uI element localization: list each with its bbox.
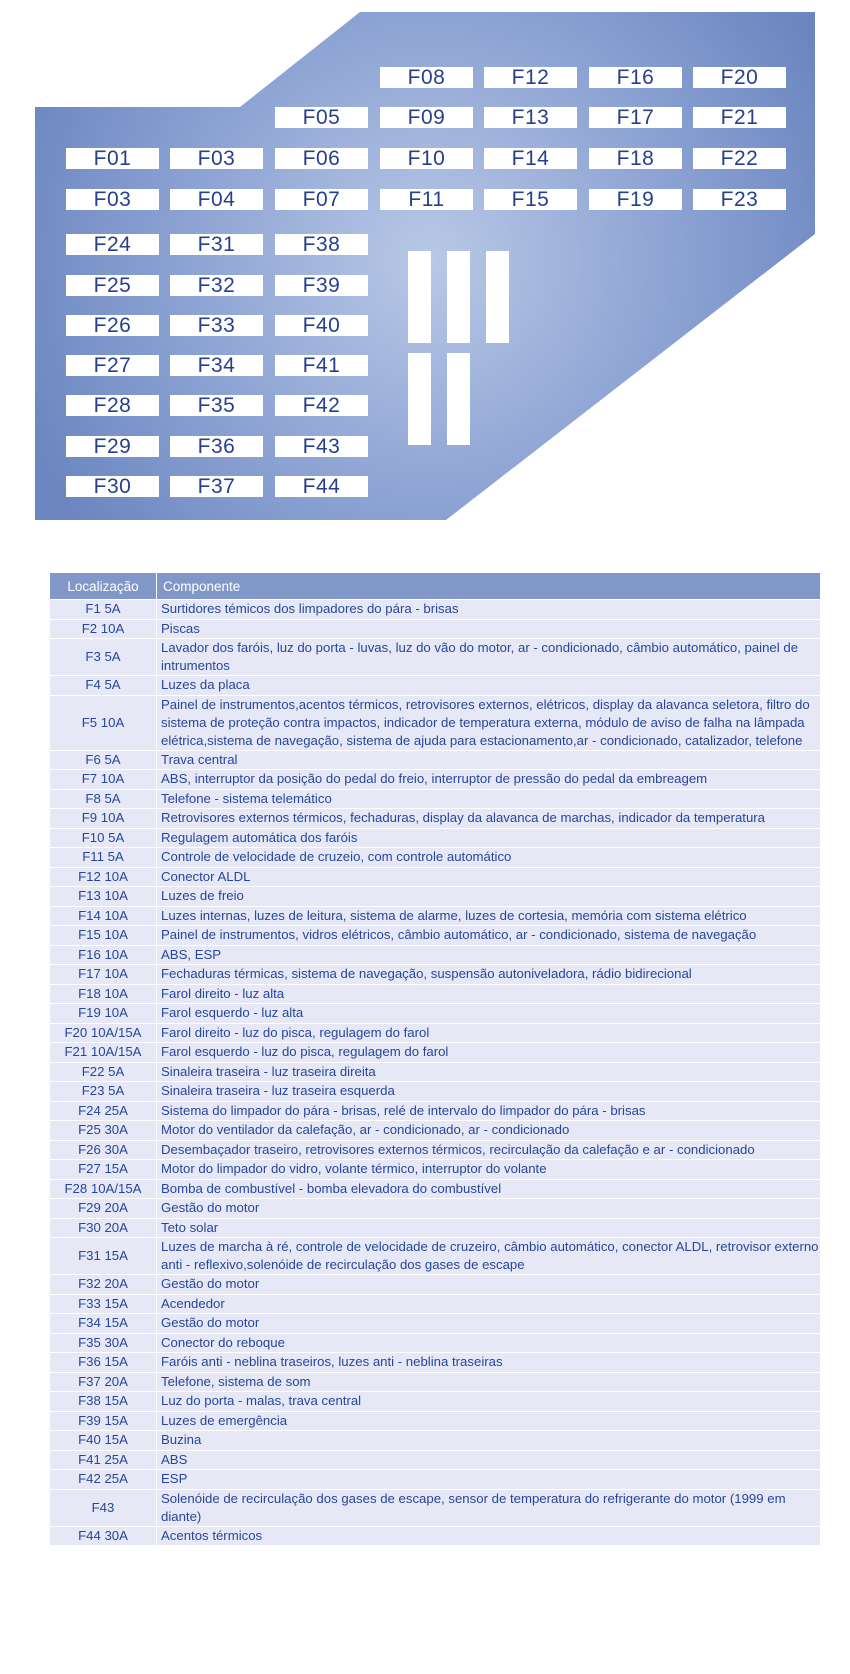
column-header-location: Localização: [50, 573, 157, 599]
table-row: [50, 599, 821, 619]
fuse-component-cell: Gestão do motor: [157, 1274, 821, 1294]
table-row: [50, 1062, 821, 1082]
fuse-label: F15: [484, 189, 577, 210]
table-row: [50, 638, 821, 675]
fuse-component-cell: Painel de instrumentos, vidros elétricos, câmbio automático, ar - condicionado, sistema de navegação: [157, 925, 821, 945]
fuse-location-cell: F12 10A: [50, 867, 157, 887]
fuse-component-cell: Trava central: [157, 750, 821, 770]
fuse-label: F16: [589, 67, 682, 88]
fuse-label: F20: [693, 67, 786, 88]
fuse-label: F32: [170, 275, 263, 296]
table-row: [50, 808, 821, 828]
table-row: [50, 1003, 821, 1023]
table-row: [50, 906, 821, 926]
table-row: [50, 1023, 821, 1043]
fuse-component-cell: Luz do porta - malas, trava central: [157, 1391, 821, 1411]
fuse-label: F23: [693, 189, 786, 210]
table-row: [50, 695, 821, 750]
fuse-location-cell: F19 10A: [50, 1003, 157, 1023]
fuse-component-cell: Teto solar: [157, 1218, 821, 1238]
fuse-component-cell: Luzes da placa: [157, 675, 821, 695]
fuse-component-cell: Sinaleira traseira - luz traseira esquerda: [157, 1081, 821, 1101]
table-row: [50, 1218, 821, 1238]
fuse-component-cell: Desembaçador traseiro, retrovisores externos térmicos, recirculação da calefação e ar - condicionado: [157, 1140, 821, 1160]
fuse-location-cell: F5 10A: [50, 695, 157, 750]
fuse-label: F37: [170, 476, 263, 497]
fuse-location-cell: F30 20A: [50, 1218, 157, 1238]
fuse-label: F28: [66, 395, 159, 416]
fuse-location-cell: F41 25A: [50, 1450, 157, 1470]
table-row: [50, 1411, 821, 1431]
fuse-location-cell: F18 10A: [50, 984, 157, 1004]
table-row: [50, 1450, 821, 1470]
fuse-label: F17: [589, 107, 682, 128]
table-row: [50, 789, 821, 809]
table-row: [50, 945, 821, 965]
table-row: [50, 984, 821, 1004]
fuse-location-cell: F21 10A/15A: [50, 1042, 157, 1062]
table-row: [50, 1333, 821, 1353]
fuse-location-cell: F1 5A: [50, 599, 157, 619]
fuse-label: F29: [66, 436, 159, 457]
table-row: [50, 1198, 821, 1218]
fuse-location-cell: F2 10A: [50, 619, 157, 639]
relay-slot: [408, 251, 431, 343]
fuse-location-cell: F3 5A: [50, 638, 157, 675]
fuse-label: F44: [275, 476, 368, 497]
fuse-label: F18: [589, 148, 682, 169]
fuse-component-cell: ABS: [157, 1450, 821, 1470]
fuse-location-cell: F4 5A: [50, 675, 157, 695]
fuse-location-cell: F32 20A: [50, 1274, 157, 1294]
fuse-label: F06: [275, 148, 368, 169]
fuse-label: F08: [380, 67, 473, 88]
fuse-legend-table: [50, 573, 821, 1545]
table-row: [50, 1294, 821, 1314]
fuse-location-cell: F8 5A: [50, 789, 157, 809]
fuse-component-cell: Acentos térmicos: [157, 1526, 821, 1546]
relay-slot: [408, 353, 431, 445]
fuse-label: F36: [170, 436, 263, 457]
table-row: [50, 1274, 821, 1294]
fuse-label: F24: [66, 234, 159, 255]
table-header-row: [50, 573, 821, 599]
fuse-component-cell: Motor do ventilador da calefação, ar - condicionado, ar - condicionado: [157, 1120, 821, 1140]
fuse-location-cell: F31 15A: [50, 1237, 157, 1274]
fuse-component-cell: Farol direito - luz do pisca, regulagem do farol: [157, 1023, 821, 1043]
fuse-component-cell: Luzes internas, luzes de leitura, sistema de alarme, luzes de cortesia, memória com sistema elétrico: [157, 906, 821, 926]
fuse-location-cell: F42 25A: [50, 1469, 157, 1489]
table-row: [50, 1372, 821, 1392]
fuse-label: F39: [275, 275, 368, 296]
fuse-location-cell: F37 20A: [50, 1372, 157, 1392]
fuse-label: F05: [275, 107, 368, 128]
relay-slot: [447, 251, 470, 343]
fuse-location-cell: F13 10A: [50, 886, 157, 906]
fuse-label: F34: [170, 355, 263, 376]
table-row: [50, 1489, 821, 1526]
fuse-component-cell: Gestão do motor: [157, 1313, 821, 1333]
fuse-label: F22: [693, 148, 786, 169]
fuse-location-cell: F43: [50, 1489, 157, 1526]
table-row: [50, 847, 821, 867]
fuse-component-cell: ESP: [157, 1469, 821, 1489]
table-row: [50, 1042, 821, 1062]
fuse-location-cell: F27 15A: [50, 1159, 157, 1179]
fuse-location-cell: F38 15A: [50, 1391, 157, 1411]
fuse-component-cell: Controle de velocidade de cruzeio, com controle automático: [157, 847, 821, 867]
fuse-component-cell: Fechaduras térmicas, sistema de navegação, suspensão autoniveladora, rádio bidirecional: [157, 964, 821, 984]
fuse-component-cell: Piscas: [157, 619, 821, 639]
table-row: [50, 1140, 821, 1160]
fuse-component-cell: Solenóide de recirculação dos gases de escape, sensor de temperatura do refrigerante do motor (1999 em diante): [157, 1489, 821, 1526]
table-row: [50, 867, 821, 887]
fuse-label: F30: [66, 476, 159, 497]
fuse-component-cell: Telefone, sistema de som: [157, 1372, 821, 1392]
table-row: [50, 1469, 821, 1489]
fuse-component-cell: Surtidores témicos dos limpadores do pára - brisas: [157, 599, 821, 619]
table-row: [50, 886, 821, 906]
fuse-location-cell: F6 5A: [50, 750, 157, 770]
table-row: [50, 964, 821, 984]
fuse-location-cell: F25 30A: [50, 1120, 157, 1140]
fuse-component-cell: Luzes de marcha à ré, controle de velocidade de cruzeiro, câmbio automático, conector ALDL, retrovisor externo anti - reflexivo,solenóide de recirculação dos gases de escape: [157, 1237, 821, 1274]
fuse-label: F12: [484, 67, 577, 88]
fuse-location-cell: F11 5A: [50, 847, 157, 867]
column-header-component: Componente: [157, 573, 821, 599]
fuse-location-cell: F40 15A: [50, 1430, 157, 1450]
table-row: [50, 769, 821, 789]
fuse-component-cell: Painel de instrumentos,acentos térmicos, retrovisores externos, elétricos, display da alavanca seletora, filtro do sistema de proteção contra impactos, indicador de temperatura externa, módulo de aviso de falha na lâmpada elétrica,sistema de navegação, sistema de ajuda para estacionamento,ar - condicionado, catalizador, telefone: [157, 695, 821, 750]
table-row: [50, 1179, 821, 1199]
fuse-location-cell: F34 15A: [50, 1313, 157, 1333]
fuse-component-cell: Bomba de combustível - bomba elevadora do combustível: [157, 1179, 821, 1199]
fuse-location-cell: F7 10A: [50, 769, 157, 789]
fuse-component-cell: Luzes de freio: [157, 886, 821, 906]
fuse-label: F07: [275, 189, 368, 210]
fuse-location-cell: F15 10A: [50, 925, 157, 945]
fuse-component-cell: Retrovisores externos térmicos, fechaduras, display da alavanca de marchas, indicador da temperatura: [157, 808, 821, 828]
fuse-label: F35: [170, 395, 263, 416]
fuse-location-cell: F39 15A: [50, 1411, 157, 1431]
fuse-component-cell: Telefone - sistema telemático: [157, 789, 821, 809]
fuse-label: F25: [66, 275, 159, 296]
fuse-label: F42: [275, 395, 368, 416]
fuse-component-cell: ABS, ESP: [157, 945, 821, 965]
fuse-component-cell: Motor do limpador do vidro, volante térmico, interruptor do volante: [157, 1159, 821, 1179]
fuse-label: F04: [170, 189, 263, 210]
fuse-location-cell: F44 30A: [50, 1526, 157, 1546]
fuse-location-cell: F22 5A: [50, 1062, 157, 1082]
table-row: [50, 1237, 821, 1274]
fuse-label: F43: [275, 436, 368, 457]
fuse-component-cell: Farol direito - luz alta: [157, 984, 821, 1004]
fuse-location-cell: F10 5A: [50, 828, 157, 848]
fuse-label: F31: [170, 234, 263, 255]
fuse-component-cell: Conector ALDL: [157, 867, 821, 887]
fuse-label: F03: [66, 189, 159, 210]
relay-slot: [447, 353, 470, 445]
fuse-label: F10: [380, 148, 473, 169]
fuse-label: F27: [66, 355, 159, 376]
fuse-location-cell: F23 5A: [50, 1081, 157, 1101]
fuse-label: F26: [66, 315, 159, 336]
fuse-label: F38: [275, 234, 368, 255]
fuse-location-cell: F20 10A/15A: [50, 1023, 157, 1043]
table-row: [50, 1352, 821, 1372]
table-row: [50, 619, 821, 639]
table-row: [50, 1313, 821, 1333]
fuse-location-cell: F36 15A: [50, 1352, 157, 1372]
fuse-component-cell: Buzina: [157, 1430, 821, 1450]
fuse-label: F09: [380, 107, 473, 128]
fuse-component-cell: Regulagem automática dos faróis: [157, 828, 821, 848]
legend-table: [50, 573, 821, 1545]
fuse-component-cell: Sistema do limpador do pára - brisas, relé de intervalo do limpador do pára - brisas: [157, 1101, 821, 1121]
table-row: [50, 675, 821, 695]
fuse-location-cell: F26 30A: [50, 1140, 157, 1160]
fuse-component-cell: Sinaleira traseira - luz traseira direita: [157, 1062, 821, 1082]
fuse-label: F01: [66, 148, 159, 169]
fuse-component-cell: Luzes de emergência: [157, 1411, 821, 1431]
table-row: [50, 1391, 821, 1411]
fuse-label: F19: [589, 189, 682, 210]
table-row: [50, 828, 821, 848]
table-row: [50, 1101, 821, 1121]
fuse-location-cell: F24 25A: [50, 1101, 157, 1121]
table-row: [50, 925, 821, 945]
fuse-component-cell: Farol esquerdo - luz do pisca, regulagem do farol: [157, 1042, 821, 1062]
fuse-component-cell: Conector do reboque: [157, 1333, 821, 1353]
fuse-label: F03: [170, 148, 263, 169]
fuse-label: F21: [693, 107, 786, 128]
fuse-component-cell: Acendedor: [157, 1294, 821, 1314]
fuse-location-cell: F35 30A: [50, 1333, 157, 1353]
table-row: [50, 1430, 821, 1450]
table-row: [50, 750, 821, 770]
fuse-label: F41: [275, 355, 368, 376]
legend-table-body: [50, 599, 821, 1545]
fuse-label: F14: [484, 148, 577, 169]
table-row: [50, 1081, 821, 1101]
fuse-component-cell: ABS, interruptor da posição do pedal do freio, interruptor de pressão do pedal da embreagem: [157, 769, 821, 789]
relay-slot: [486, 251, 509, 343]
fuse-component-cell: Lavador dos faróis, luz do porta - luvas, luz do vão do motor, ar - condicionado, câmbio automático, painel de intrumentos: [157, 638, 821, 675]
fuse-location-cell: F28 10A/15A: [50, 1179, 157, 1199]
fuse-location-cell: F16 10A: [50, 945, 157, 965]
fuse-location-cell: F33 15A: [50, 1294, 157, 1314]
fuse-label: F13: [484, 107, 577, 128]
fuse-component-cell: Gestão do motor: [157, 1198, 821, 1218]
fuse-location-cell: F17 10A: [50, 964, 157, 984]
fuse-label: F33: [170, 315, 263, 336]
fuse-label: F40: [275, 315, 368, 336]
table-row: [50, 1120, 821, 1140]
fuse-component-cell: Faróis anti - neblina traseiros, luzes anti - neblina traseiras: [157, 1352, 821, 1372]
fuse-component-cell: Farol esquerdo - luz alta: [157, 1003, 821, 1023]
fuse-label: F11: [380, 189, 473, 210]
table-row: [50, 1159, 821, 1179]
fuse-location-cell: F9 10A: [50, 808, 157, 828]
fuse-box-diagram: [0, 0, 850, 520]
fuse-location-cell: F29 20A: [50, 1198, 157, 1218]
table-row: [50, 1526, 821, 1546]
fuse-location-cell: F14 10A: [50, 906, 157, 926]
